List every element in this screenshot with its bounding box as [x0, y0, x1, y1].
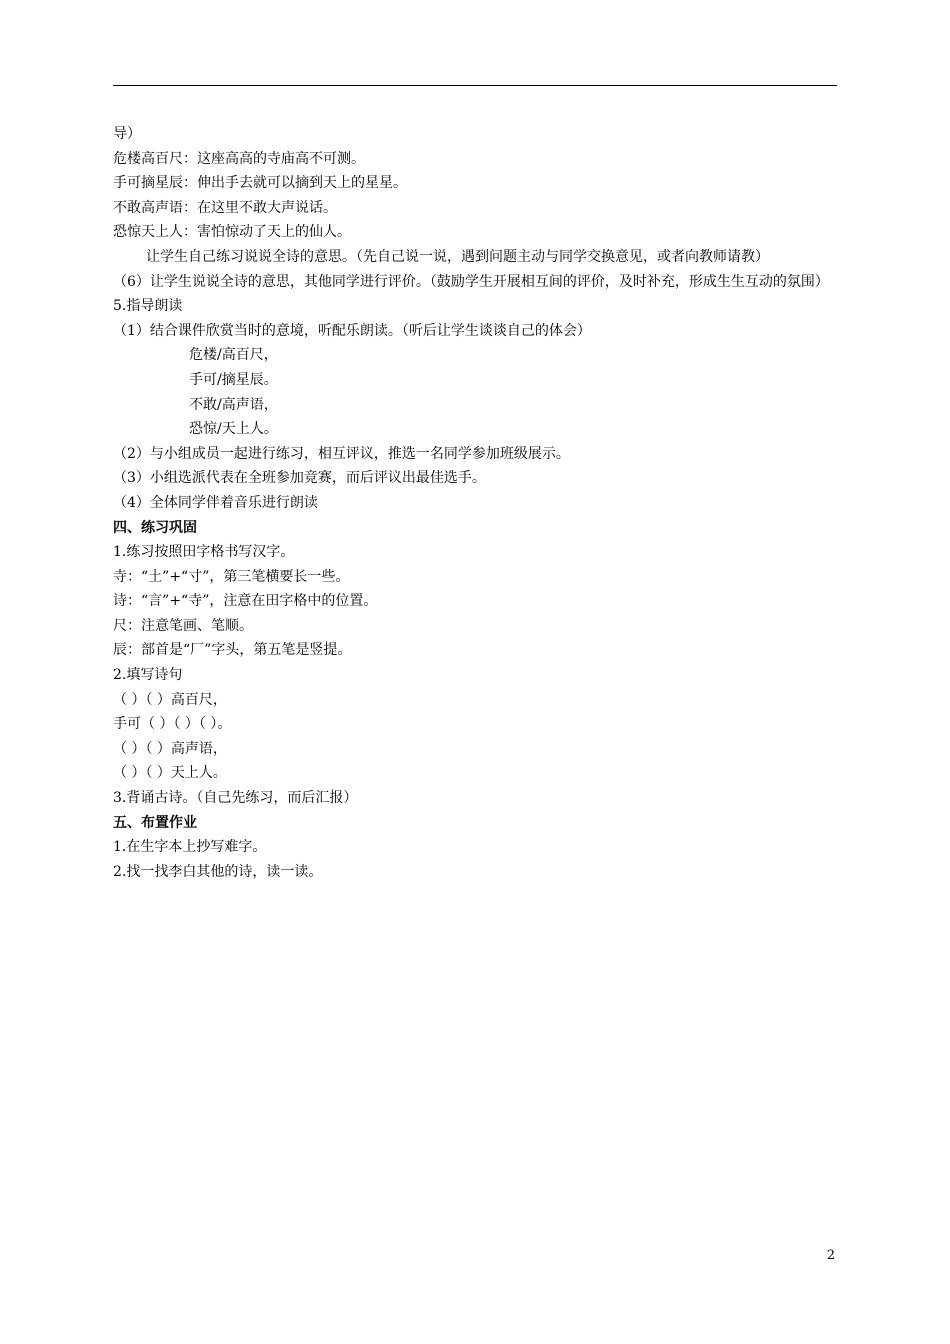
text-line: 手可摘星辰：伸出手去就可以摘到天上的星星。	[113, 175, 407, 192]
text-line: 5.指导朗读	[113, 298, 183, 315]
text-line: 尺：注意笔画、笔顺。	[113, 617, 253, 634]
text-line: 2.填写诗句	[113, 667, 183, 684]
poem-line: 危楼/高百尺，	[189, 347, 278, 364]
fill-blank-line: （ ）（ ）天上人。	[113, 765, 227, 782]
document-body	[113, 122, 837, 884]
fill-blank-line: （ ）（ ）高声语，	[113, 740, 227, 757]
text-line: 1.在生字本上抄写难字。	[113, 839, 267, 856]
text-line: 危楼高百尺：这座高高的寺庙高不可测。	[113, 150, 365, 167]
header-rule	[113, 85, 837, 86]
fill-blank-line: （ ）（ ）高百尺，	[113, 691, 227, 708]
text-line: 寺：“土”+“寸”，第三笔横要长一些。	[113, 568, 350, 585]
text-line: 1.练习按照田字格书写汉字。	[113, 544, 295, 561]
text-line: （1）结合课件欣赏当时的意境，听配乐朗读。（听后让学生谈谈自己的体会）	[113, 322, 591, 339]
text-line: （4）全体同学伴着音乐进行朗读	[113, 494, 318, 511]
text-line: 不敢高声语：在这里不敢大声说话。	[113, 199, 337, 216]
text-line: 导）	[113, 126, 141, 142]
text-paragraph: 让学生自己练习说说全诗的意思。（先自己说一说，遇到问题主动与同学交换意见，或者向教师请教）	[146, 248, 769, 265]
text-line: 辰：部首是“厂”字头，第五笔是竖提。	[113, 642, 352, 659]
section-heading: 五、布置作业	[113, 814, 197, 831]
poem-line: 手可/摘星辰。	[189, 371, 278, 388]
text-line: 2.找一找李白其他的诗，读一读。	[113, 863, 323, 880]
poem-line: 不敢/高声语，	[189, 396, 278, 413]
poem-line: 恐惊/天上人。	[189, 421, 278, 438]
page-number: 2	[826, 1248, 835, 1263]
text-paragraph: （6）让学生说说全诗的意思，其他同学进行评价。（鼓励学生开展相互间的评价，及时补充，形成生生互动的氛围）	[113, 273, 829, 290]
text-line: （2）与小组成员一起进行练习，相互评议，推选一名同学参加班级展示。	[113, 445, 570, 462]
fill-blank-line: 手可（ ）（ ）（ ）。	[113, 716, 232, 733]
text-line: （3）小组选派代表在全班参加竞赛，而后评议出最佳选手。	[113, 470, 486, 487]
text-line: 恐惊天上人：害怕惊动了天上的仙人。	[113, 224, 351, 241]
text-line: 诗：“言”+“寺”，注意在田字格中的位置。	[113, 593, 378, 610]
text-line: 3.背诵古诗。（自己先练习，而后汇报）	[113, 790, 358, 807]
section-heading: 四、练习巩固	[113, 519, 197, 536]
